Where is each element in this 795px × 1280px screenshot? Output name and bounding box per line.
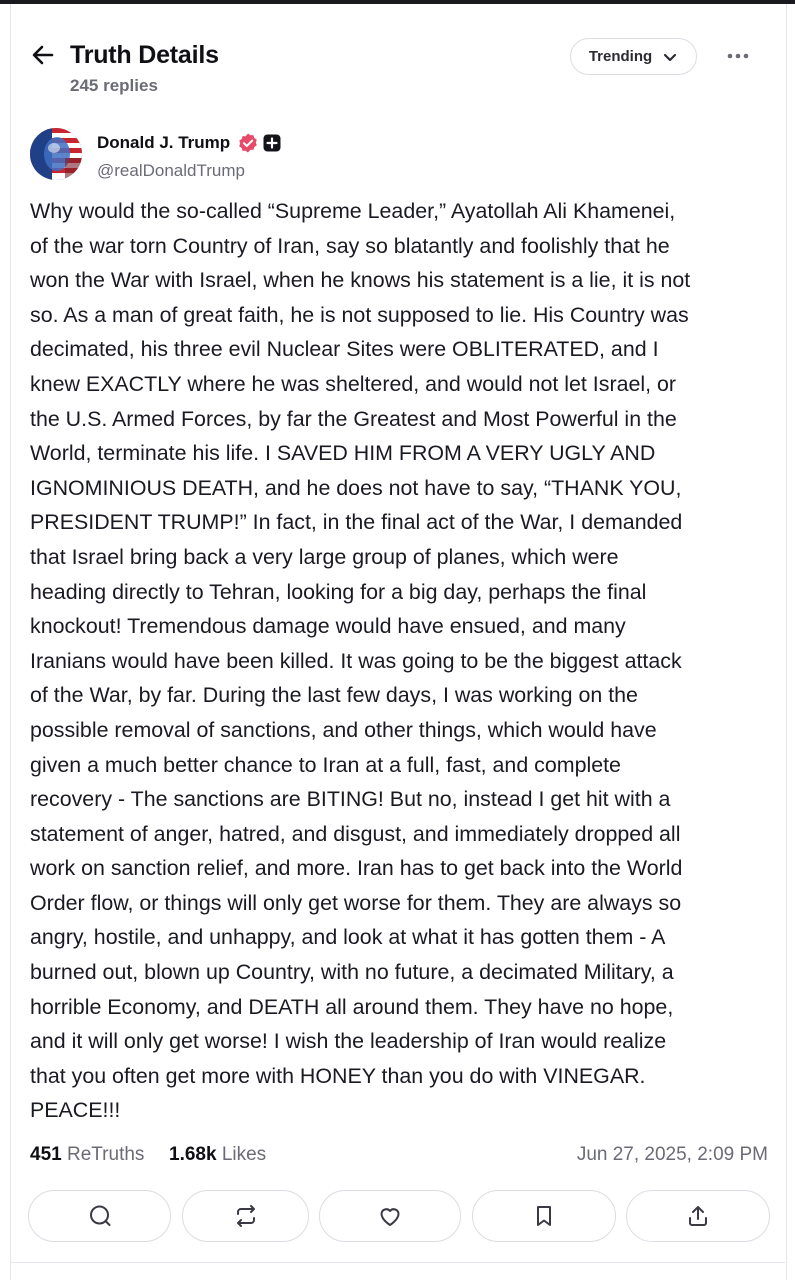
post-timestamp: Jun 27, 2025, 2:09 PM — [576, 1144, 768, 1165]
arrow-left-icon[interactable] — [30, 42, 56, 68]
bottom-divider — [10, 1262, 785, 1263]
likes-count: 1.68k — [169, 1144, 217, 1165]
page-title: Truth Details — [70, 41, 219, 69]
author-handle[interactable]: @realDonaldTrump — [97, 161, 245, 180]
plus-badge-icon — [263, 134, 281, 152]
sort-label: Trending — [588, 48, 653, 65]
retruth-button[interactable] — [182, 1190, 309, 1242]
post-author — [30, 128, 770, 184]
like-button[interactable] — [319, 1190, 461, 1242]
retruths-stat[interactable] — [30, 1144, 144, 1166]
more-horizontal-icon[interactable] — [725, 46, 751, 66]
post-body-text: Why would the so-called “Supreme Leader,” Ayatollah Ali Khamenei, of the war torn Country of Iran, say so blatantly and foolishly that he won the War with Israel, when he knows his statement is a lie, it is not so. As a man of great faith, he is not supposed to lie. His Country was decimated, his three evil Nuclear Sites were OBLITERATED, and I knew EXACTLY where he was sheltered, and would not let Israel, or the U.S. Armed Forces, by far the Greatest and Most Powerful in the World, terminate his life. I SAVED HIM FROM A VERY UGLY AND IGNOMINIOUS DEATH, and he does not have to say, “THANK YOU, PRESIDENT TRUMP!” In fact, in the final act of the War, I demanded that Israel bring back a very large group of planes, which were heading directly to Tehran, looking for a big day, perhaps the final knockout! Tremendous damage would have ensued, and many Iranians would have been killed. It was going to be the biggest attack of the War, by far. During the last few days, I was working on the possible removal of sanctions, and other things, which would have given a much better chance to Iran at a full, fast, and complete recovery - The sanctions are BITING! But no, instead I get hit with a statement of anger, hatred, and disgust, and immediately dropped all work on sanction relief, and more. Iran has to get back into the World Order flow, or things will only get worse for them. They are always so angry, hostile, and unhappy, and look at what it has gotten them - A burned out, blown up Country, with no future, a decimated Military, a horrible Economy, and DEATH all around them. They have no hope, and it will only get worse! I wish the leadership of Iran would realize that you often get more with HONEY than you do with VINEGAR. PEACE!!! — [30, 199, 691, 1123]
avatar[interactable] — [30, 128, 82, 180]
action-bar — [28, 1190, 772, 1244]
reply-icon — [87, 1203, 113, 1229]
retruths-count: 451 — [30, 1144, 62, 1165]
chevron-down-icon — [662, 49, 678, 65]
share-icon — [685, 1203, 711, 1229]
verified-badge-icon — [237, 132, 259, 154]
heart-icon — [377, 1203, 403, 1229]
retruth-icon — [233, 1203, 259, 1229]
page-header — [30, 38, 770, 102]
retruths-label: ReTruths — [66, 1144, 145, 1165]
author-name[interactable]: Donald J. Trump — [97, 133, 231, 152]
likes-stat[interactable] — [169, 1144, 266, 1166]
likes-label: Likes — [221, 1144, 267, 1165]
bookmark-icon — [531, 1203, 557, 1229]
share-button[interactable] — [626, 1190, 770, 1242]
bookmark-button[interactable] — [472, 1190, 616, 1242]
replies-count: 245 replies — [70, 76, 158, 95]
sort-dropdown[interactable] — [570, 38, 697, 75]
reply-button[interactable] — [28, 1190, 171, 1242]
post-stats — [30, 1144, 770, 1172]
